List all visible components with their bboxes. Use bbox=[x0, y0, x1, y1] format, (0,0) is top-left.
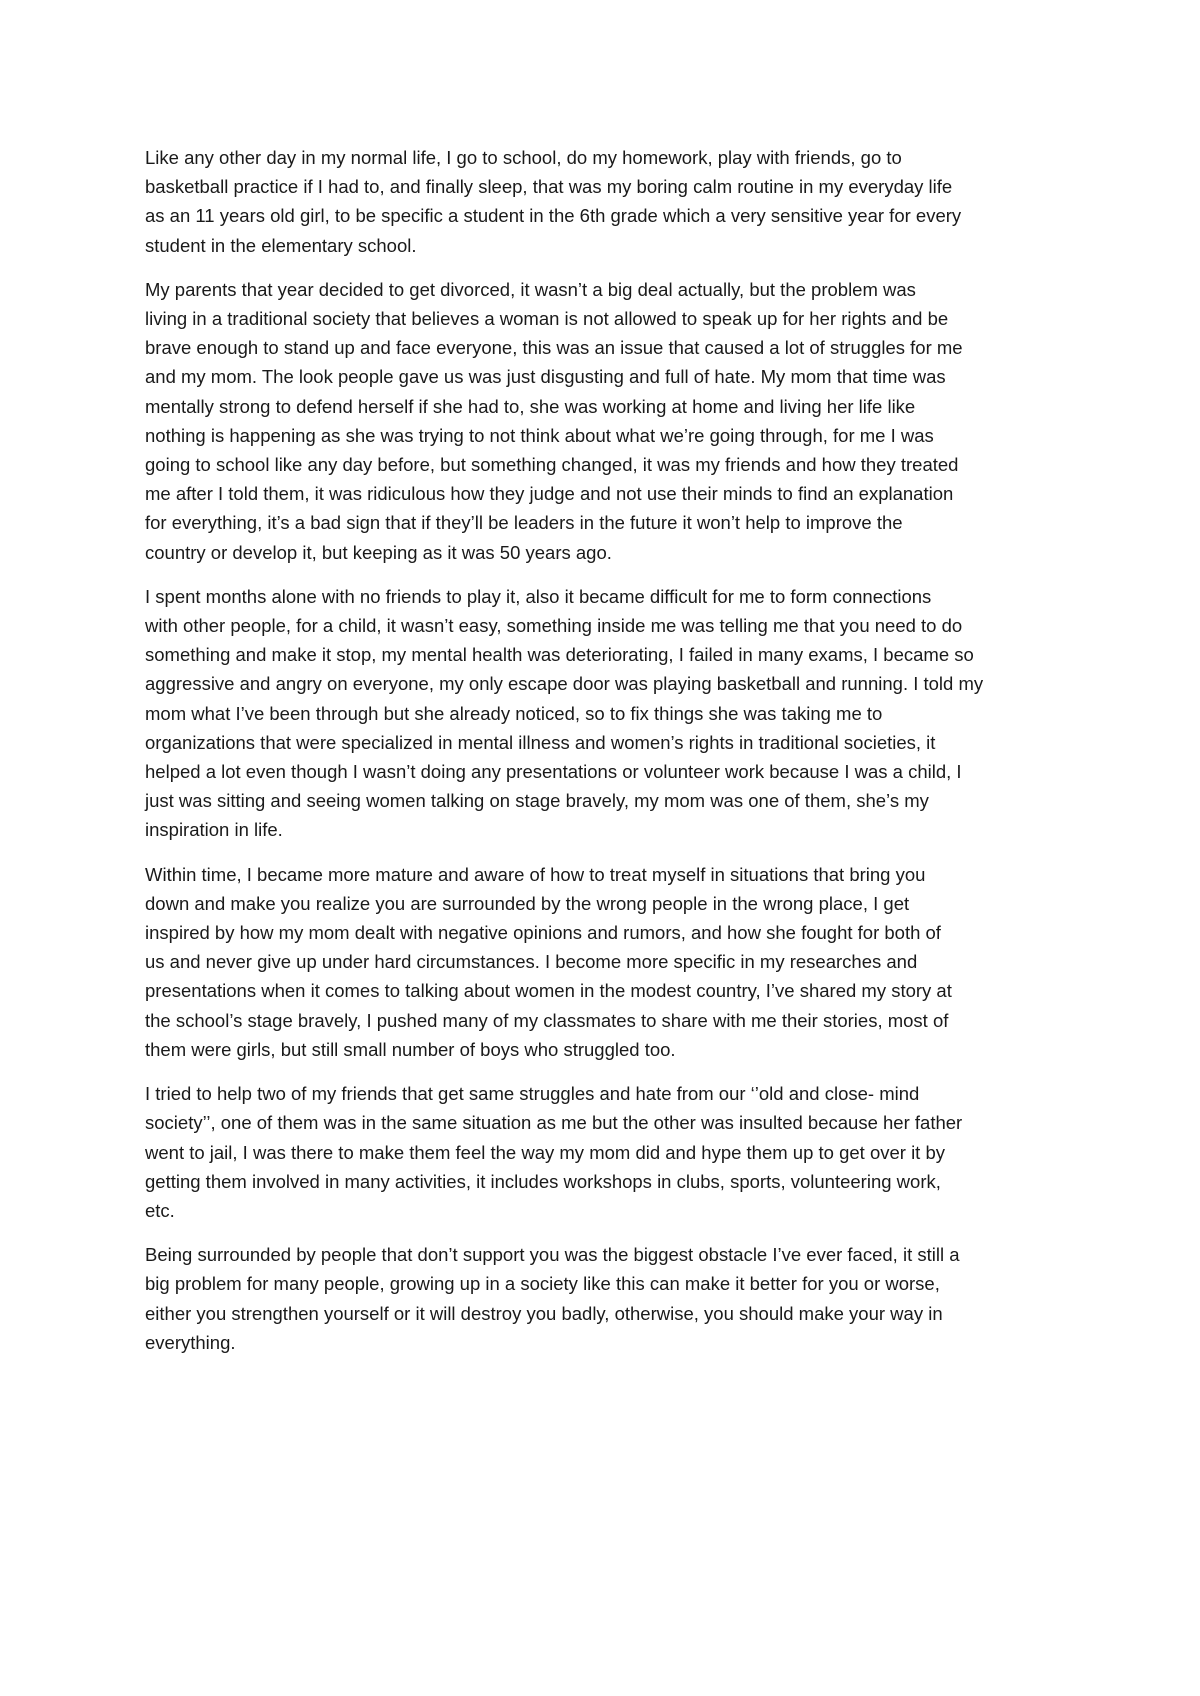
text-line: Within time, I became more mature and aware of how to treat myself in situations that bring you bbox=[145, 863, 926, 885]
text-line: I spent months alone with no friends to play it, also it became difficult for me to form connections bbox=[145, 585, 932, 607]
text-line: I tried to help two of my friends that get same struggles and hate from our ‘’old and close- mind bbox=[145, 1083, 920, 1105]
essay-body bbox=[145, 143, 1065, 1372]
text-line: presentations when it comes to talking about women in the modest country, I’ve shared my story at bbox=[145, 980, 952, 1002]
text-line: organizations that were specialized in mental illness and women’s rights in traditional societies, it bbox=[145, 731, 936, 753]
text-line: helped a lot even though I wasn’t doing any presentations or volunteer work because I was a child, I bbox=[145, 761, 962, 783]
text-line: mom what I’ve been through but she already noticed, so to fix things she was taking me to bbox=[145, 702, 883, 724]
text-line: them were girls, but still small number of boys who struggled too. bbox=[145, 1038, 676, 1060]
text-line: country or develop it, but keeping as it was 50 years ago. bbox=[145, 541, 612, 563]
text-line: either you strengthen yourself or it will destroy you badly, otherwise, you should make your way in bbox=[145, 1302, 943, 1324]
text-line: everything. bbox=[145, 1331, 236, 1353]
text-line: just was sitting and seeing women talking on stage bravely, my mom was one of them, she’s my bbox=[145, 790, 929, 812]
text-line: the school’s stage bravely, I pushed many of my classmates to share with me their stories, most of bbox=[145, 1009, 949, 1031]
text-line: mentally strong to defend herself if she had to, she was working at home and living her life like bbox=[145, 395, 916, 417]
paragraph-2 bbox=[145, 275, 1065, 567]
text-line: living in a traditional society that believes a woman is not allowed to speak up for her rights and be bbox=[145, 308, 949, 330]
text-line: aggressive and angry on everyone, my only escape door was playing basketball and running. I told my bbox=[145, 673, 984, 695]
text-line: My parents that year decided to get divorced, it wasn’t a big deal actually, but the problem was bbox=[145, 278, 916, 300]
paragraph-5 bbox=[145, 1079, 1065, 1225]
text-line: and my mom. The look people gave us was just disgusting and full of hate. My mom that time was bbox=[145, 366, 946, 388]
text-line: us and never give up under hard circumstances. I become more specific in my researches and bbox=[145, 951, 918, 973]
text-line: big problem for many people, growing up in a society like this can make it better for you or worse, bbox=[145, 1273, 940, 1295]
text-line: something and make it stop, my mental health was deteriorating, I failed in many exams, I became so bbox=[145, 644, 974, 666]
text-line: student in the elementary school. bbox=[145, 234, 417, 256]
text-line: down and make you realize you are surrounded by the wrong people in the wrong place, I get bbox=[145, 892, 910, 914]
text-line: brave enough to stand up and face everyone, this was an issue that caused a lot of struggles for me bbox=[145, 337, 963, 359]
text-line: nothing is happening as she was trying to not think about what we’re going through, for me I was bbox=[145, 424, 934, 446]
text-line: inspired by how my mom dealt with negative opinions and rumors, and how she fought for both of bbox=[145, 922, 941, 944]
text-line: Like any other day in my normal life, I go to school, do my homework, play with friends, go to bbox=[145, 147, 902, 168]
text-line: went to jail, I was there to make them feel the way my mom did and hype them up to get over it by bbox=[145, 1141, 945, 1163]
text-line: me after I told them, it was ridiculous how they judge and not use their minds to find an explanation bbox=[145, 483, 954, 505]
text-line: inspiration in life. bbox=[145, 819, 283, 841]
text-line: with other people, for a child, it wasn’t easy, something inside me was telling me that you need to do bbox=[145, 615, 963, 637]
paragraph-1 bbox=[145, 143, 1065, 260]
text-line: basketball practice if I had to, and finally sleep, that was my boring calm routine in my everyday life bbox=[145, 176, 953, 198]
text-line: society’’, one of them was in the same situation as me but the other was insulted because her father bbox=[145, 1112, 963, 1134]
text-line: going to school like any day before, but something changed, it was my friends and how they treated bbox=[145, 454, 959, 476]
text-line: etc. bbox=[145, 1199, 175, 1221]
paragraph-3 bbox=[145, 582, 1065, 845]
text-line: as an 11 years old girl, to be specific a student in the 6th grade which a very sensitive year for every bbox=[145, 205, 962, 227]
paragraph-4 bbox=[145, 860, 1065, 1064]
text-line: for everything, it’s a bad sign that if they’ll be leaders in the future it won’t help to improve the bbox=[145, 512, 903, 534]
paragraph-6 bbox=[145, 1240, 1065, 1357]
text-line: Being surrounded by people that don’t support you was the biggest obstacle I’ve ever faced, it still a bbox=[145, 1244, 960, 1266]
text-line: getting them involved in many activities, it includes workshops in clubs, sports, volunteering work, bbox=[145, 1170, 941, 1192]
